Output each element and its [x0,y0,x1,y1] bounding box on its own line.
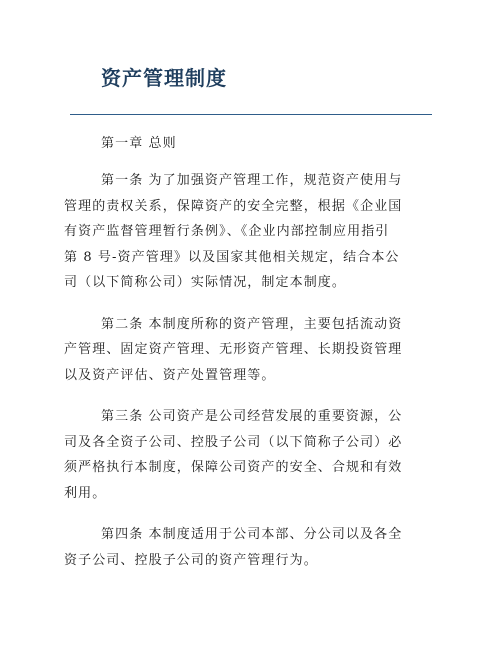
document-title: 资产管理制度 [101,66,227,90]
article-1 [64,168,436,296]
article-line: 利用。 [64,485,107,501]
article-line: 司（以下简称公司）实际情况，制定本制度。 [64,275,347,290]
article-line: 以及资产评估、资产处置管理等。 [64,367,276,383]
article-line: 第 8 号-资产管理》以及国家其他相关规定，结合本公 [64,249,400,265]
article-line: 第四条 本制度适用于公司本部、分公司以及各全 [101,527,403,542]
article-line: 司及各全资子公司、控股子公司（以下简称子公司）必 [64,434,403,450]
article-line: 资子公司、控股子公司的资产管理行为。 [64,552,318,568]
article-2 [64,312,436,389]
article-3 [64,404,436,506]
article-line: 有资产监督管理暂行条例》、《企业内部控制应用指引 [64,224,390,239]
article-line: 第三条 公司资产是公司经营发展的重要资源，公 [101,409,403,424]
article-line: 第二条 本制度所称的资产管理，主要包括流动资 [101,316,403,332]
title-divider [70,114,432,115]
chapter-heading: 第一章 总则 [101,136,177,151]
article-line: 管理的责权关系，保障资产的安全完整，根据《企业国 [64,198,403,214]
article-line: 第一条 为了加强资产管理工作，规范资产使用与 [101,173,403,188]
article-4 [64,522,436,573]
document-body [64,134,436,589]
article-line: 产管理、固定资产管理、无形资产管理、长期投资管理 [64,342,403,357]
article-line: 须严格执行本制度，保障公司资产的安全、合规和有效 [64,460,403,475]
